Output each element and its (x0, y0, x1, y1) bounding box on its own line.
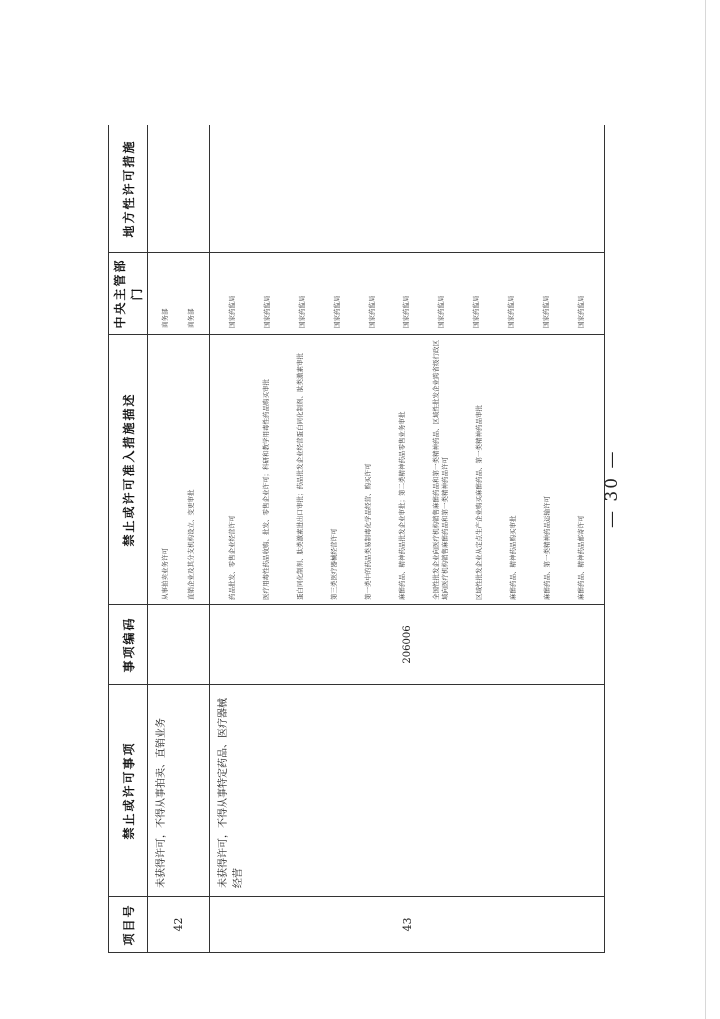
description-line: 区域性批发企业从定点生产企业购买麻醉药品、第一类精神药品审批 (475, 405, 484, 600)
description-line: 麻醉药品、精神药品批发企业审批；第二类精神药品零售业务审批 (397, 411, 406, 600)
description-line: 第一类中的药品类易制毒化学品经营、购买许可 (363, 463, 372, 600)
local-measure-cell (210, 125, 605, 253)
matter-cell: 未获得许可，不得从事拍卖、直销业务 (148, 685, 210, 897)
department-line: 商务部 (186, 308, 195, 328)
department-line: 商务部 (161, 308, 170, 328)
description-line: 麻醉药品、精神药品购买审批 (509, 515, 518, 600)
permit-table (108, 125, 605, 953)
description-cell (148, 335, 210, 605)
description-line: 从事拍卖业务许可 (161, 548, 170, 600)
header-department: 中央主管部门 (109, 253, 148, 335)
department-line: 国家药监局 (227, 295, 236, 328)
matter-cell: 未获得许可，不得从事特定药品、医疗器械经营 (210, 685, 605, 897)
description-line: 第三类医疗器械经营许可 (329, 528, 338, 600)
department-cell (210, 253, 605, 335)
department-line: 国家药监局 (367, 295, 376, 328)
department-line: 国家药监局 (437, 295, 446, 328)
header-matter: 禁止或许可事项 (109, 685, 148, 897)
description-line: 全国性批发企业向医疗机构销售麻醉药品和第一类精神药品、区域性批发企业跨省级行政区域向医疗机构销售麻醉药品和第一类精神药品许可 (432, 340, 449, 600)
description-line: 麻醉药品、第一类精神药品运输许可 (543, 496, 552, 600)
header-code: 事项编码 (109, 605, 148, 685)
department-cell (148, 253, 210, 335)
project-number: 42 (148, 897, 210, 953)
department-line: 国家药监局 (507, 295, 516, 328)
code-cell (148, 605, 210, 685)
description-line: 蛋白同化制剂、肽类激素进出口审批；药品批发企业经营蛋白同化制剂、肽类激素审批 (295, 353, 304, 600)
header-local-measures: 地方性许可措施 (109, 125, 148, 253)
header-row (109, 125, 148, 953)
code-cell: 206006 (210, 605, 605, 685)
department-line: 国家药监局 (332, 295, 341, 328)
department-line: 国家药监局 (577, 295, 586, 328)
table-row (210, 125, 605, 953)
department-line: 国家药监局 (542, 295, 551, 328)
description-line: 药品批发、零售企业经营许可 (227, 515, 236, 600)
department-line: 国家药监局 (472, 295, 481, 328)
table-viewport (108, 125, 605, 953)
description-line: 医疗用毒性药品收购、批发、零售企业许可；科研和教学用毒性药品购买审批 (261, 379, 270, 600)
project-number: 43 (210, 897, 605, 953)
department-line: 国家药监局 (402, 295, 411, 328)
page-number: — 30 — (602, 449, 622, 528)
table-row (148, 125, 210, 953)
department-line: 国家药监局 (262, 295, 271, 328)
description-line: 直销企业及其分支机构设立、变更审批 (186, 489, 195, 600)
header-project-no: 项目号 (109, 897, 148, 953)
local-measure-cell (148, 125, 210, 253)
department-line: 国家药监局 (297, 295, 306, 328)
header-description: 禁止或许可准入措施描述 (109, 335, 148, 605)
description-cell (210, 335, 605, 605)
scan-edge (705, 0, 706, 1019)
description-line: 麻醉药品、精神药品邮寄许可 (577, 515, 586, 600)
rotated-table-container (108, 125, 605, 953)
